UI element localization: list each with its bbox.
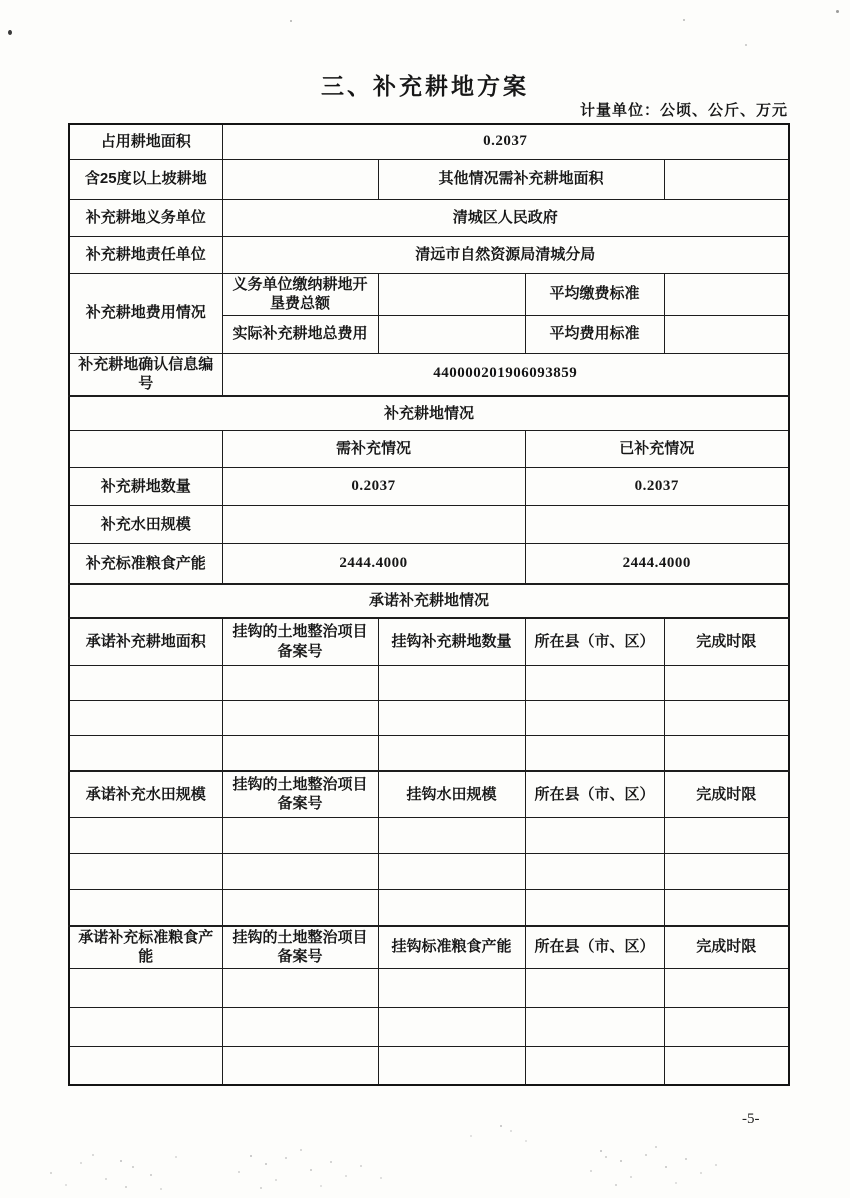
empty-cell	[378, 1046, 525, 1085]
quantity-done-value: 0.2037	[525, 468, 789, 506]
column-header: 挂钩补充耕地数量	[378, 618, 525, 666]
fee-row2-std-label: 平均费用标准	[525, 315, 664, 353]
fee-row1-value	[378, 273, 525, 315]
scan-speck	[8, 30, 12, 35]
empty-cell	[664, 854, 789, 890]
commitment-header-row	[69, 771, 789, 818]
empty-cell	[69, 968, 222, 1007]
scan-speck	[683, 19, 685, 21]
capacity-needed-value: 2444.4000	[222, 544, 525, 584]
column-header: 承诺补充标准粮食产能	[69, 926, 222, 969]
table-row	[69, 544, 789, 584]
situation-section-header: 补充耕地情况	[69, 396, 789, 431]
empty-cell	[222, 890, 378, 926]
row-label: 补充耕地数量	[69, 468, 222, 506]
empty-cell	[664, 890, 789, 926]
column-header: 挂钩标准粮食产能	[378, 926, 525, 969]
empty-cell	[664, 666, 789, 701]
page-title: 三、补充耕地方案	[321, 73, 529, 99]
empty-row	[69, 701, 789, 736]
empty-cell	[525, 890, 664, 926]
empty-cell	[69, 1007, 222, 1046]
column-header: 挂钩的土地整治项目备案号	[222, 926, 378, 969]
row-label: 补充标准粮食产能	[69, 544, 222, 584]
empty-cell	[525, 736, 664, 771]
empty-row	[69, 1046, 789, 1085]
row-label: 补充耕地确认信息编号	[69, 353, 222, 396]
capacity-done-value: 2444.4000	[525, 544, 789, 584]
empty-cell	[664, 968, 789, 1007]
row-label: 补充耕地义务单位	[69, 199, 222, 236]
empty-row	[69, 736, 789, 771]
table-row	[69, 199, 789, 236]
supplement-plan-table	[68, 123, 790, 1086]
slope25-value	[222, 159, 378, 199]
obligation-unit-value: 清城区人民政府	[222, 199, 789, 236]
fee-row2-label: 实际补充耕地总费用	[222, 315, 378, 353]
empty-cell	[69, 431, 222, 468]
table-row	[69, 431, 789, 468]
confirm-code-value: 440000201906093859	[222, 353, 789, 396]
scan-speck	[290, 20, 292, 22]
empty-cell	[378, 666, 525, 701]
empty-cell	[525, 1007, 664, 1046]
column-header: 完成时限	[664, 771, 789, 818]
fee-row2-value	[378, 315, 525, 353]
commitment-section-header: 承诺补充耕地情况	[69, 584, 789, 618]
empty-cell	[525, 968, 664, 1007]
paddy-done-value	[525, 506, 789, 544]
empty-cell	[378, 1007, 525, 1046]
column-header: 挂钩水田规模	[378, 771, 525, 818]
scan-noise	[500, 1125, 502, 1127]
empty-cell	[222, 1046, 378, 1085]
fee-row1-label: 义务单位缴纳耕地开垦费总额	[222, 273, 378, 315]
empty-cell	[222, 736, 378, 771]
quantity-needed-value: 0.2037	[222, 468, 525, 506]
empty-cell	[378, 854, 525, 890]
commitment-header-row	[69, 926, 789, 969]
table-row	[69, 236, 789, 273]
fee-row1-std-value	[664, 273, 789, 315]
column-header: 承诺补充耕地面积	[69, 618, 222, 666]
empty-cell	[69, 666, 222, 701]
empty-row	[69, 968, 789, 1007]
empty-cell	[525, 666, 664, 701]
empty-cell	[222, 854, 378, 890]
empty-cell	[525, 854, 664, 890]
column-header-needed: 需补充情况	[222, 431, 525, 468]
empty-cell	[664, 1046, 789, 1085]
fee-row1-std-label: 平均缴费标准	[525, 273, 664, 315]
column-header: 所在县（市、区）	[525, 618, 664, 666]
scan-speck	[836, 10, 839, 13]
empty-cell	[664, 736, 789, 771]
table-row	[69, 159, 789, 199]
empty-cell	[664, 701, 789, 736]
other-area-value	[664, 159, 789, 199]
scan-noise	[600, 1150, 602, 1152]
page-number: -5-	[742, 1111, 760, 1127]
empty-cell	[222, 968, 378, 1007]
column-header: 承诺补充水田规模	[69, 771, 222, 818]
empty-row	[69, 890, 789, 926]
empty-cell	[222, 1007, 378, 1046]
empty-cell	[378, 818, 525, 854]
empty-cell	[69, 1046, 222, 1085]
section-header-row	[69, 584, 789, 618]
empty-row	[69, 818, 789, 854]
empty-cell	[664, 818, 789, 854]
column-header: 挂钩的土地整治项目备案号	[222, 618, 378, 666]
empty-cell	[378, 968, 525, 1007]
empty-cell	[222, 818, 378, 854]
column-header-done: 已补充情况	[525, 431, 789, 468]
responsible-unit-value: 清远市自然资源局清城分局	[222, 236, 789, 273]
empty-cell	[222, 701, 378, 736]
section-header-row	[69, 396, 789, 431]
empty-cell	[69, 701, 222, 736]
empty-cell	[378, 701, 525, 736]
scan-speck	[745, 44, 747, 46]
column-header: 完成时限	[664, 926, 789, 969]
row-label: 含25度以上坡耕地	[69, 159, 222, 199]
table-row	[69, 353, 789, 396]
empty-cell	[525, 818, 664, 854]
table-row	[69, 273, 789, 315]
empty-cell	[69, 736, 222, 771]
empty-row	[69, 1007, 789, 1046]
empty-cell	[69, 854, 222, 890]
empty-cell	[664, 1007, 789, 1046]
commitment-header-row	[69, 618, 789, 666]
column-header: 所在县（市、区）	[525, 926, 664, 969]
empty-cell	[525, 1046, 664, 1085]
column-header: 所在县（市、区）	[525, 771, 664, 818]
empty-cell	[69, 890, 222, 926]
table-row	[69, 506, 789, 544]
column-header: 挂钩的土地整治项目备案号	[222, 771, 378, 818]
row-label: 补充耕地费用情况	[69, 273, 222, 353]
row-label: 补充耕地责任单位	[69, 236, 222, 273]
table-row	[69, 468, 789, 506]
empty-cell	[222, 666, 378, 701]
row-label: 补充水田规模	[69, 506, 222, 544]
unit-note: 计量单位：公顷、公斤、万元	[579, 102, 788, 119]
empty-cell	[378, 736, 525, 771]
table-row	[69, 124, 789, 159]
scan-noise	[120, 1160, 122, 1162]
column-header: 完成时限	[664, 618, 789, 666]
empty-cell	[378, 890, 525, 926]
occupied-area-value: 0.2037	[222, 124, 789, 159]
scan-noise	[250, 1155, 252, 1157]
fee-row2-std-value	[664, 315, 789, 353]
empty-row	[69, 666, 789, 701]
paddy-needed-value	[222, 506, 525, 544]
empty-cell	[69, 818, 222, 854]
empty-row	[69, 854, 789, 890]
row-label: 占用耕地面积	[69, 124, 222, 159]
empty-cell	[525, 701, 664, 736]
other-area-label: 其他情况需补充耕地面积	[378, 159, 664, 199]
